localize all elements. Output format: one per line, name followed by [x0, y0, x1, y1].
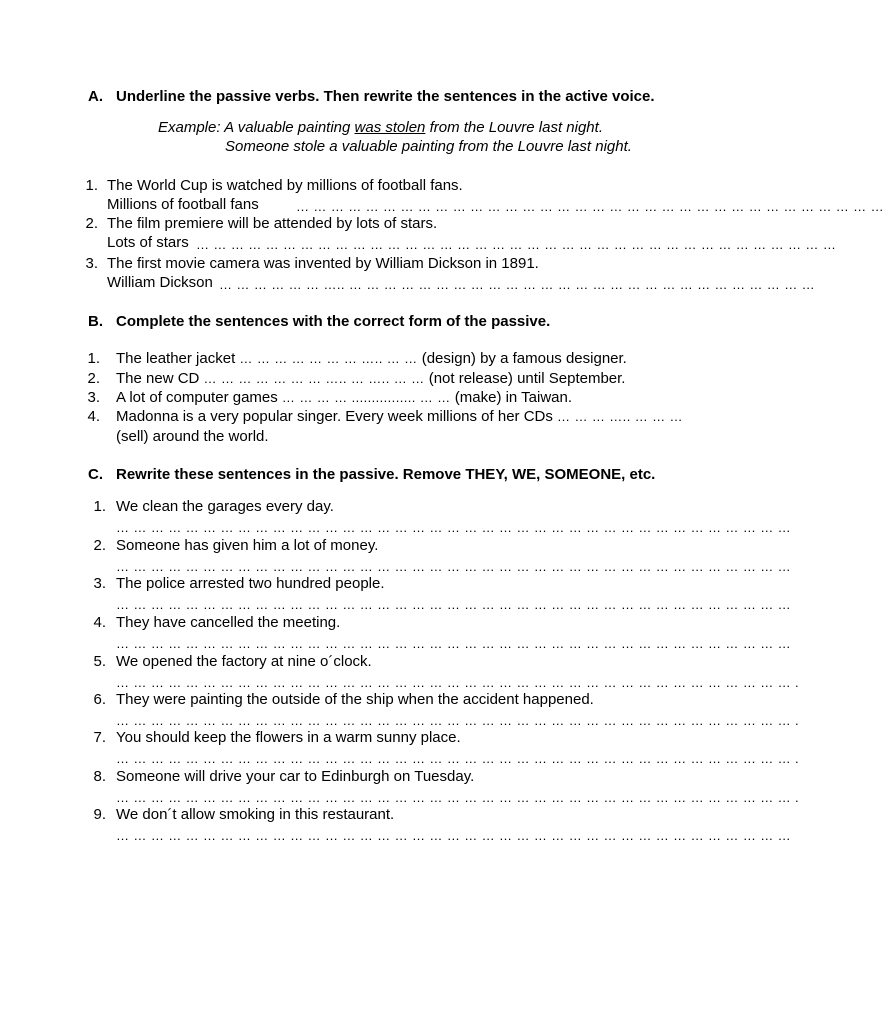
- b-item-continuation: (sell) around the world.: [116, 428, 269, 445]
- c-item-number: 7.: [93, 729, 106, 746]
- b-item-before: Madonna is a very popular singer. Every week millions of her CDs: [116, 408, 553, 425]
- b-item-number: 2.: [87, 370, 100, 387]
- a-item-sentence: The World Cup is watched by millions of football fans.: [107, 177, 463, 194]
- section-b-title: Complete the sentences with the correct form of the passive.: [116, 313, 551, 330]
- b-item-blank[interactable]: … … … ….. … … …: [557, 409, 683, 424]
- example-prefix: Example: A valuable painting: [158, 119, 351, 136]
- example-suffix: from the Louvre last night.: [429, 119, 603, 136]
- example-underlined-verb: was stolen: [354, 119, 426, 136]
- a-item-answer-line[interactable]: … … … … … … … … … … … … … … … … … … … … … … … … … … … … … … … … … … … … …: [196, 237, 837, 252]
- b-item-before: The leather jacket: [116, 350, 236, 367]
- c-item-sentence: Someone has given him a lot of money.: [116, 537, 379, 554]
- c-item-answer-line[interactable]: … … … … … … … … … … … … … … … … … … … … … … … … … … … … … … … … … … … … … … …: [116, 520, 792, 535]
- c-item-sentence: We opened the factory at nine o´clock.: [116, 653, 372, 670]
- b-item-number: 3.: [87, 389, 100, 406]
- example-answer: Someone stole a valuable painting from the Louvre last night.: [225, 138, 632, 155]
- c-item-sentence: Someone will drive your car to Edinburgh on Tuesday.: [116, 768, 475, 785]
- a-item-sentence: The film premiere will be attended by lots of stars.: [107, 215, 438, 232]
- c-item-number: 5.: [93, 653, 106, 670]
- a-item-number: 2.: [85, 215, 98, 232]
- a-item-number: 1.: [85, 177, 98, 194]
- section-b-letter: B.: [88, 313, 103, 330]
- example-sentence: [158, 119, 603, 136]
- a-item-sentence: The first movie camera was invented by William Dickson in 1891.: [107, 255, 539, 272]
- c-item-number: 8.: [93, 768, 106, 785]
- a-item-answer-line[interactable]: … … … … … … … … … … … … … … … … … … … … … … … … … … … … … … … … … …: [296, 199, 884, 214]
- c-item-number: 1.: [93, 498, 106, 515]
- c-item-sentence: We don´t allow smoking in this restaurant.: [116, 806, 395, 823]
- b-item-blank[interactable]: … … … … … … … ….. … ….. … …: [203, 371, 425, 386]
- c-item-answer-line[interactable]: … … … … … … … … … … … … … … … … … … … … … … … … … … … … … … … … … … … … … … … .: [116, 751, 800, 766]
- c-item-sentence: They have cancelled the meeting.: [116, 614, 341, 631]
- b-item-before: A lot of computer games: [116, 389, 278, 406]
- b-item-blank[interactable]: … … … … … … … ….. … …: [239, 351, 418, 366]
- c-item-number: 4.: [93, 614, 106, 631]
- c-item-answer-line[interactable]: … … … … … … … … … … … … … … … … … … … … … … … … … … … … … … … … … … … … … … …: [116, 636, 792, 651]
- b-item-after: (make) in Taiwan.: [454, 389, 573, 406]
- c-item-answer-line[interactable]: … … … … … … … … … … … … … … … … … … … … … … … … … … … … … … … … … … … … … … …: [116, 597, 792, 612]
- c-item-number: 2.: [93, 537, 106, 554]
- a-item-prompt: Lots of stars: [107, 234, 189, 251]
- section-a-letter: A.: [88, 88, 103, 105]
- c-item-answer-line[interactable]: … … … … … … … … … … … … … … … … … … … … … … … … … … … … … … … … … … … … … … …: [116, 559, 792, 574]
- c-item-number: 9.: [93, 806, 106, 823]
- c-item-sentence: They were painting the outside of the ship when the accident happened.: [116, 691, 594, 708]
- b-item-after: (design) by a famous designer.: [421, 350, 627, 367]
- c-item-answer-line[interactable]: … … … … … … … … … … … … … … … … … … … … … … … … … … … … … … … … … … … … … … …: [116, 828, 792, 843]
- a-item-answer-line[interactable]: … … … … … … ….. … … … … … … … … … … … … … … … … … … … … … … … … … … …: [219, 277, 816, 292]
- b-item-blank[interactable]: … … … … ................ … …: [281, 390, 451, 405]
- c-item-sentence: The police arrested two hundred people.: [116, 575, 385, 592]
- c-item-number: 3.: [93, 575, 106, 592]
- section-a-title: Underline the passive verbs. Then rewrite the sentences in the active voice.: [116, 88, 655, 105]
- c-item-answer-line[interactable]: … … … … … … … … … … … … … … … … … … … … … … … … … … … … … … … … … … … … … … … .: [116, 675, 800, 690]
- b-item-number: 1.: [87, 350, 100, 367]
- b-item-number: 4.: [87, 408, 100, 425]
- b-item-sentence: [116, 408, 683, 425]
- c-item-sentence: We clean the garages every day.: [116, 498, 334, 515]
- section-c-letter: C.: [88, 466, 103, 483]
- section-c-title: Rewrite these sentences in the passive. Remove THEY, WE, SOMEONE, etc.: [116, 466, 656, 483]
- b-item-sentence: [116, 370, 625, 387]
- a-item-prompt: William Dickson: [107, 274, 213, 291]
- c-item-number: 6.: [93, 691, 106, 708]
- c-item-answer-line[interactable]: … … … … … … … … … … … … … … … … … … … … … … … … … … … … … … … … … … … … … … … .: [116, 790, 800, 805]
- c-item-answer-line[interactable]: … … … … … … … … … … … … … … … … … … … … … … … … … … … … … … … … … … … … … … … .: [116, 713, 800, 728]
- b-item-after: (not release) until September.: [428, 370, 626, 387]
- c-item-sentence: You should keep the flowers in a warm sunny place.: [116, 729, 461, 746]
- b-item-before: The new CD: [116, 370, 200, 387]
- b-item-sentence: [116, 389, 572, 406]
- a-item-prompt: Millions of football fans: [107, 196, 259, 213]
- a-item-number: 3.: [85, 255, 98, 272]
- b-item-sentence: [116, 350, 627, 367]
